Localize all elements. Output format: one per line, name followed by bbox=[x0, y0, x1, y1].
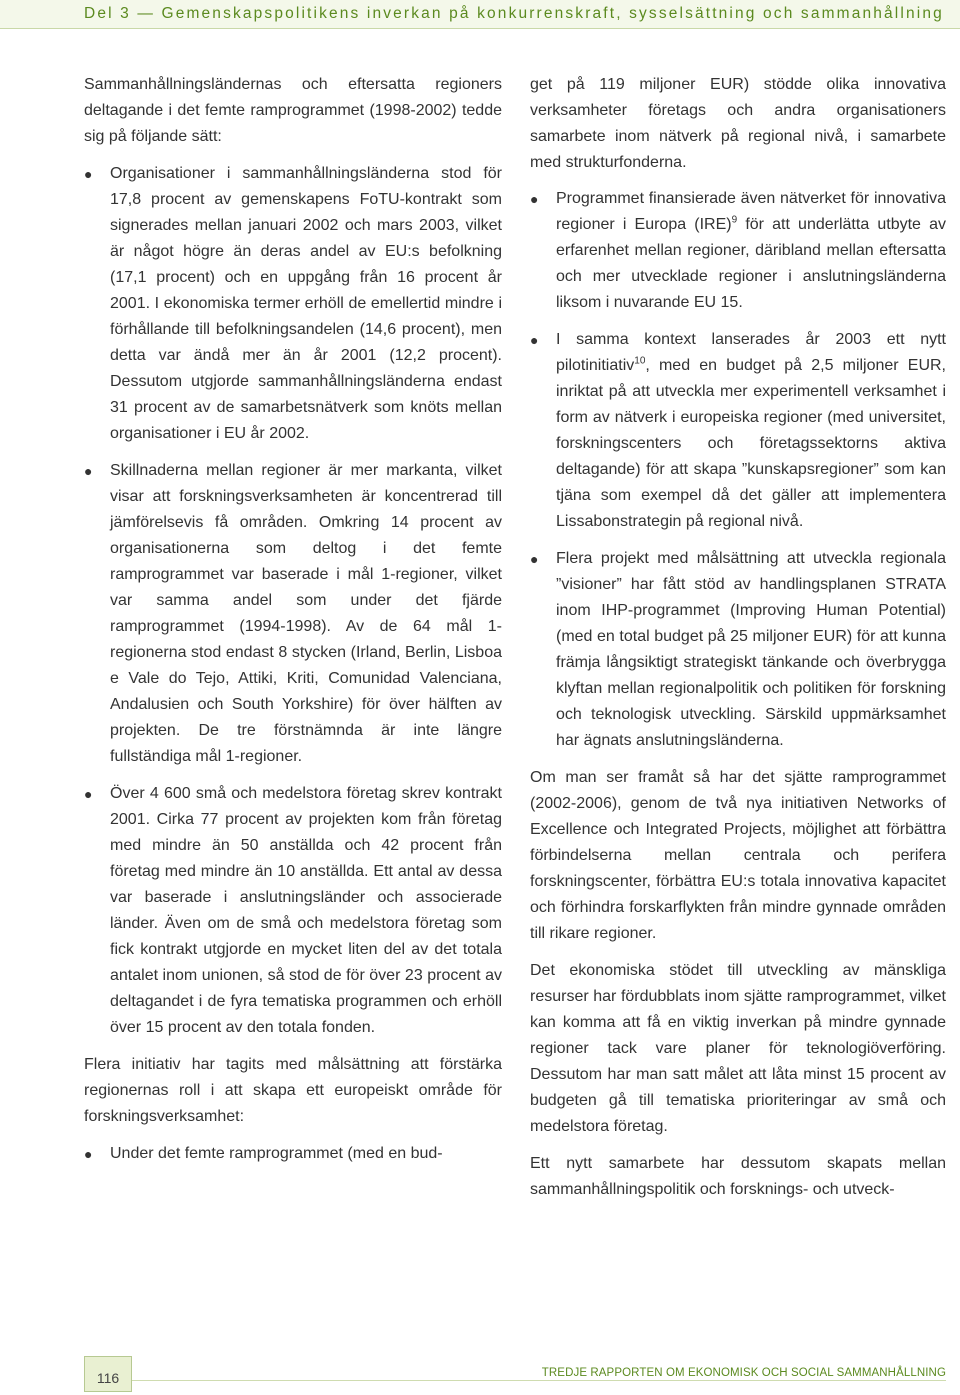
list-item-text: Över 4 600 små och medelstora företag skrev kontrakt 2001. Cirka 77 procent av projekten kom från företag med mindre än 50 anställda och 42 procent från företag med mindre än 10 anställda. Ett antal av dessa var baserade i anslutningsländer och associerade länder. Även om de små och medelstora företag som fick kontrakt utgjorde en mycket liten del av det totala antalet inom unionen, så stod de för över 23 procent av deltagandet i de fyra tematiska programmen och erhöll över 15 procent av den totala fonden. bbox=[110, 785, 502, 1036]
footnote-ref: 9 bbox=[731, 214, 738, 226]
intro-paragraph: Sammanhållningsländernas och eftersatta regioners deltagande i det femte ramprogrammet (1998-2002) tedde sig på följande sätt: bbox=[84, 76, 502, 145]
footer-title: TREDJE RAPPORTEN OM EKONOMISK OCH SOCIAL SAMMANHÅLLNING bbox=[541, 1367, 946, 1379]
initiatives-list bbox=[84, 1141, 502, 1167]
bullet-icon: ● bbox=[84, 166, 93, 182]
list-item-text: Skillnaderna mellan regioner är mer markanta, vilket visar att forskningsverksamheten är koncentrerad till jämförelsevis få områden. Omkring 14 procent av organisationerna som deltog i det femte ramprogrammet var baserade i mål 1-regioner, vilket var samma andel som under det fjärde ramprogrammet (1994-1998). Av de 64 mål 1-regionerna stod endast 8 stycken (Irland, Berlin, Lisboa e Vale do Tejo, Attiki, Kriti, Comunidad Valenciana, Andalusien och South Yorkshire) för över hälften av projekten. De tre förstnämnda är inte längre fullständiga mål 1-regioner. bbox=[110, 462, 502, 765]
list-item-text bbox=[556, 327, 946, 535]
bullet-icon: ● bbox=[84, 786, 93, 802]
list-item bbox=[84, 781, 502, 1041]
list-item bbox=[84, 161, 502, 447]
bullet-icon: ● bbox=[530, 191, 539, 207]
text-run: Programmet finansierade även nätverket för innovativa regioner i Europa (IRE) bbox=[556, 190, 946, 233]
list-item-text: Organisationer i sammanhållningsländerna stod för 17,8 procent av gemenskapens FoTU-kontrakt som signerades mellan januari 2002 och mars 2003, vilket är något högre än deras andel av EU:s befolkning (17,1 procent) och en uppgång från 16 procent år 2001. I ekonomiska termer erhöll de emellertid mindre i förhållande till befolkningsandelen (14,6 procent), men detta var ändå mer än år 2001 (12,2 procent). Dessutom utgjorde sammanhållningsländerna endast 31 procent av de samarbetsnätverk som knöts mellan organisationer i EU år 2002. bbox=[110, 165, 502, 442]
text-run: för att underlätta utbyte av erfarenhet mellan regioner, däribland mellan eftersatta och mer utvecklade regioner i anslutningsländerna liksom i nuvarande EU 15. bbox=[556, 216, 946, 311]
footer-divider bbox=[84, 1380, 946, 1381]
body-paragraph: Ett nytt samarbete har dessutom skapats mellan sammanhållningspolitik och forsknings- och utveck- bbox=[530, 1155, 946, 1198]
participation-list bbox=[84, 161, 502, 1041]
text-run: I samma kontext lanserades år 2003 ett nytt pilotinitiativ bbox=[556, 331, 946, 374]
list-item bbox=[84, 458, 502, 770]
continued-paragraph: get på 119 miljoner EUR) stödde olika innovativa verksamheter företags och andra organisationers samarbete inom nätverk på regional nivå, i samarbete med strukturfonderna. bbox=[530, 76, 946, 171]
header-title: Del 3 — Gemenskapspolitikens inverkan på konkurrenskraft, sysselsättning och sammanhållning bbox=[84, 5, 944, 22]
body-paragraph: Om man ser framåt så har det sjätte ramprogrammet (2002-2006), genom de två nya initiativen Networks of Excellence och Integrated Projects, möjlighet att förbättra förbindelserna mellan centrala och perifera forskningscenter, förbättra EU:s totala innovativa kapacitet och förhindra forskarflykten från mindre gynnade områden till rikare regioner. bbox=[530, 769, 946, 942]
bullet-icon: ● bbox=[530, 332, 539, 348]
initiatives-paragraph: Flera initiativ har tagits med målsättning att förstärka regionernas roll i att skapa ett europeiskt område för forskningsverksamhet: bbox=[84, 1056, 502, 1125]
body-paragraph: Det ekonomiska stödet till utveckling av mänskliga resurser har fördubblats inom sjätte ramprogrammet, vilket kan komma att få en viktig inverkan på mindre gynnade regioner tack vare planer för teknologiöverföring. Dessutom har man satt målet att låta minst 15 procent av budgeten gå till tematiska prioriteringar av små och medelstora företag. bbox=[530, 962, 946, 1135]
list-item-text bbox=[556, 186, 946, 316]
list-item bbox=[84, 1141, 502, 1167]
list-item bbox=[530, 546, 946, 754]
left-column bbox=[84, 72, 502, 1178]
list-item-text: Under det femte ramprogrammet (med en bud- bbox=[110, 1145, 443, 1162]
page-number-box bbox=[84, 1356, 132, 1392]
bullet-icon: ● bbox=[84, 463, 93, 479]
page-number: 116 bbox=[96, 1370, 120, 1386]
right-column bbox=[530, 72, 946, 1214]
list-item bbox=[530, 327, 946, 535]
running-header bbox=[0, 0, 960, 29]
bullet-icon: ● bbox=[84, 1146, 93, 1162]
list-item-text: Flera projekt med målsättning att utveckla regionala ”visioner” har fått stöd av handlingsplanen STRATA inom IHP-programmet (Improving Human Potential) (med en total budget på 25 miljoner EUR) för att kunna främja långsiktigt strategiskt tänkande och överbrygga klyftan mellan regionalpolitik och politiken för forskning och teknologisk utveckling. Särskild uppmärksamhet har ägnats anslutningsländerna. bbox=[556, 550, 946, 749]
list-item bbox=[530, 186, 946, 316]
text-run: , med en budget på 2,5 miljoner EUR, inriktat på att utveckla mer experimentell verksamhet i form av nätverk i europeiska regioner (med universitet, forskningscenters och företagssektorns aktiva deltagande) för att skapa ”kunskapsregioner” som kan tjäna som exempel då det gäller att implementera Lissabonstrategin på regional nivå. bbox=[556, 357, 946, 530]
initiatives-list-continued bbox=[530, 186, 946, 754]
bullet-icon: ● bbox=[530, 551, 539, 567]
footnote-ref: 10 bbox=[634, 355, 646, 367]
